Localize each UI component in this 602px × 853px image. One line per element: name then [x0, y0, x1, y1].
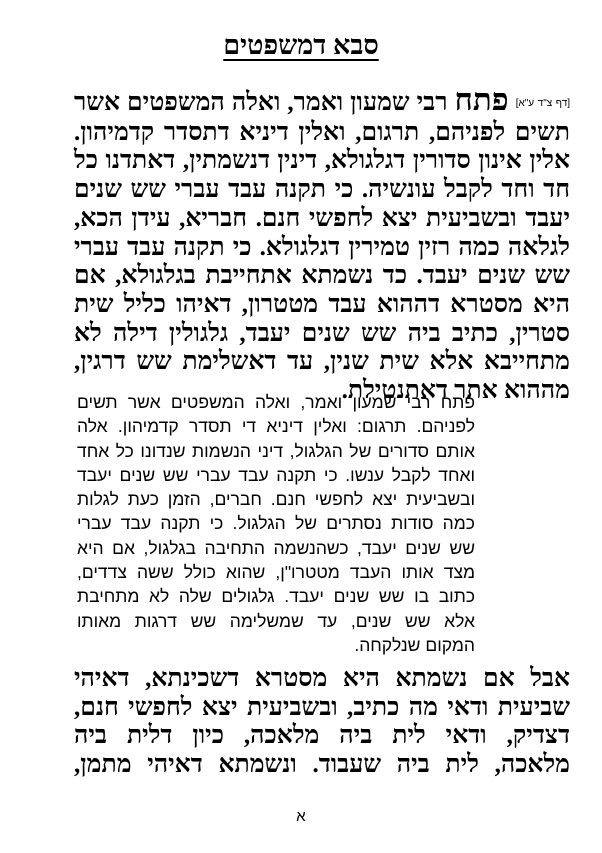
text-line: אבל אם נשמתא היא מסטרא דשכינתא, דאיהי: [74, 665, 570, 692]
text-line: מההוא אתר דאתנטילת.: [341, 377, 570, 405]
aramaic-paragraph-2: [74, 665, 570, 780]
text-line: תשים לפניהם, תרגום, ואלין דיניא דתסדר קדמיהון.: [74, 118, 570, 146]
page-number: א: [296, 808, 306, 825]
text-line: לפניהם. תרגום: ואלין דיניא די תסדר קדמיהון. אלה: [77, 416, 475, 437]
page-title-text: סבא דמשפטים: [223, 30, 379, 60]
text-line: אלין אינון סדורין דגלגולא, דינין דנשמתין, דאתדנו כל: [74, 147, 570, 175]
translation-paragraph: [77, 390, 475, 657]
text-line: היא מסטרא דההוא עבד מטטרון, דאיהו כליל שית: [74, 290, 570, 318]
text-line: שביעית ודאי מה כתיב, ובשביעית יצא לחפשי חנם,: [74, 693, 570, 721]
text-line: שש שנים יעבד, כשהנשמה התחיבה בגלגול, אם היא: [77, 537, 475, 558]
text-line: אלא שש שנים, עד שמשלימה שש דרגות מאותו: [77, 610, 475, 631]
text-line: לגלאה כמה רזין טמירין דגלגולא. כי תקנה עבד עברי: [74, 233, 570, 261]
page-reference: [דף צ"ד ע"א]: [515, 98, 571, 109]
text-line: כתוב בו שש שנים יעבד. גלגולים שלה לא מתחיבת: [77, 586, 475, 607]
page-title: [0, 30, 602, 61]
text-line: חד וחד לקבל עונשיה. כי תקנה עבד עברי שש שנים: [74, 176, 570, 204]
text-line: סטרין, כתיב ביה שש שנים יעבד, גלגולין דילה לא: [74, 319, 570, 347]
text-line: שש שנים יעבד. כד נשמתא אתחייבת בגלגולא, אם: [74, 262, 570, 290]
text-line: יעבד ובשביעית יצא לחפשי חנם. חבריא, עידן הכא,: [74, 204, 570, 232]
text-line: כמה סודות נסתרים של הגלגול. כי תקנה עבד עברי: [77, 513, 475, 534]
text-line: ואחד לקבל ענשו. כי תקנה עבד עברי שש שנים יעבד: [77, 464, 475, 485]
opening-word: פתח: [454, 82, 509, 117]
text-line: מצד אותו העבד מטטרו"ן, שהוא כולל ששה צדדים,: [77, 562, 475, 583]
text-line: מלאכה, לית ביה שעבוד. ונשמתא דאיהי מתמן,: [74, 751, 570, 779]
text-line: [74, 82, 571, 119]
text-line: מתחייבא אלא שית שנין, עד דאשלימת שש דרגין,: [74, 348, 570, 376]
text-line: ובשביעית יצא לחפשי חנם. חברים, הזמן כעת לגלות: [77, 489, 475, 510]
text-line: המקום שנלקחה.: [354, 634, 475, 655]
text-line: דצדיק, ודאי לית ביה מלאכה, כיון דלית ביה: [74, 722, 570, 750]
text-line: פתח רבי שמעון ואמר, ואלה המשפטים אשר תשים: [77, 392, 475, 412]
text-line-content: רבי שמעון ואמר, ואלה המשפטים אשר: [74, 89, 448, 116]
aramaic-paragraph-1: [74, 82, 571, 406]
text-line: אותם סדורים של הגלגול, דיני הנשמות שנדונו כל אחד: [77, 440, 475, 461]
